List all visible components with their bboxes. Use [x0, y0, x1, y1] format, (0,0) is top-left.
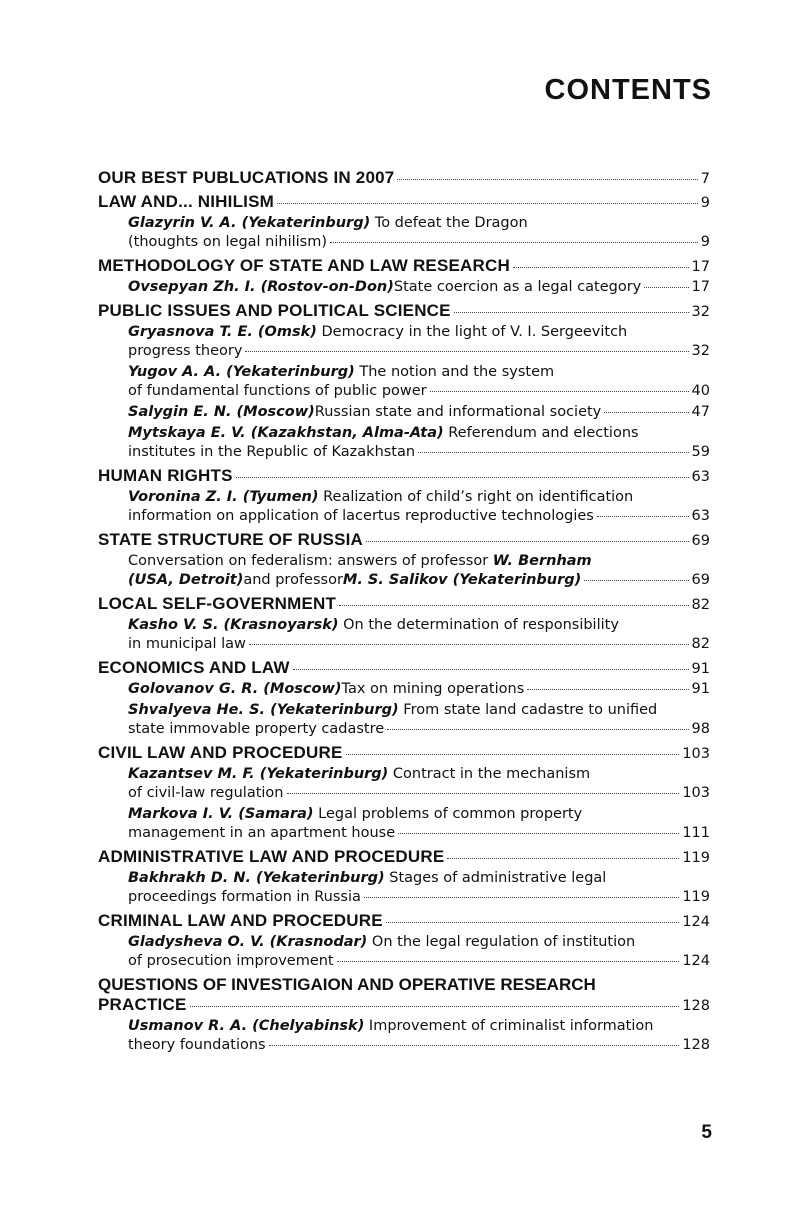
- entry-title-cont: progress theory: [128, 343, 243, 359]
- entry-title: Realization of child’s right on identification: [318, 489, 634, 505]
- entry-title-cont: (thoughts on legal nihilism): [128, 234, 328, 250]
- dot-leader: [387, 729, 688, 730]
- entry-title-cont: state immovable property cadastre: [128, 721, 385, 737]
- entry-author: Shvalyeva He. S. (Yekaterinburg): [128, 702, 399, 718]
- entry-title-cont: proceedings formation in Russia: [128, 889, 361, 905]
- entry-author: Ovsepyan Zh. I. (Rostov-on-Don): [128, 279, 394, 295]
- toc-entry[interactable]: [128, 933, 710, 971]
- entry-title: Democracy in the light of V. I. Sergeevitch: [316, 324, 628, 340]
- toc-section-local-self-government[interactable]: [98, 594, 710, 614]
- entry-title-cont: institutes in the Republic of Kazakhstan: [128, 444, 416, 460]
- dot-leader: [454, 312, 689, 313]
- dot-leader: [364, 897, 679, 898]
- dot-leader: [346, 754, 680, 755]
- dot-leader: [236, 477, 689, 478]
- dot-leader: [430, 391, 689, 392]
- section-page: 91: [691, 661, 710, 677]
- dot-leader: [269, 1045, 680, 1046]
- entry-author-place: (USA, Detroit): [128, 572, 244, 588]
- toc-section-administrative-law[interactable]: [98, 847, 710, 867]
- entry-author: Glazyrin V. A. (Yekaterinburg): [128, 215, 371, 231]
- toc-section-methodology[interactable]: [98, 256, 710, 276]
- toc-entry[interactable]: [128, 805, 710, 843]
- dot-leader: [339, 605, 688, 606]
- toc-entry[interactable]: [128, 403, 710, 422]
- section-page: 7: [700, 171, 710, 187]
- entry-author: Kasho V. S. (Krasnoyarsk): [128, 617, 339, 633]
- toc-entry[interactable]: [128, 680, 710, 699]
- section-page: 82: [691, 597, 710, 613]
- entry-title: Improvement of criminalist information: [364, 1018, 654, 1034]
- toc-section-civil-law[interactable]: [98, 743, 710, 763]
- entry-title-cont: information on application of lacertus reproductive technologies: [128, 508, 594, 524]
- dot-leader: [513, 267, 689, 268]
- entry-title: Conversation on federalism: answers of professor: [128, 553, 493, 569]
- dot-leader: [190, 1006, 680, 1007]
- dot-leader: [293, 669, 689, 670]
- toc-entry[interactable]: [128, 424, 710, 462]
- table-of-contents: [98, 164, 710, 1055]
- entry-title: From state land cadastre to unified: [398, 702, 658, 718]
- toc-section-investigation-title[interactable]: [98, 975, 710, 995]
- entry-page: 119: [682, 889, 710, 905]
- entry-page: 17: [691, 279, 710, 295]
- section-title-cont: PRACTICE: [98, 995, 187, 1014]
- toc-section-criminal-law[interactable]: [98, 911, 710, 931]
- entry-title-cont: of prosecution improvement: [128, 953, 334, 969]
- entry-page: 59: [691, 444, 710, 460]
- toc-section-human-rights[interactable]: [98, 466, 710, 486]
- section-title: HUMAN RIGHTS: [98, 466, 233, 485]
- dot-leader: [597, 516, 689, 517]
- toc-entry[interactable]: [128, 616, 710, 654]
- entry-page: 40: [691, 383, 710, 399]
- entry-author-2: M. S. Salikov (Yekaterinburg): [342, 572, 582, 588]
- entry-title: On the determination of responsibility: [338, 617, 619, 633]
- section-title: PUBLIC ISSUES AND POLITICAL SCIENCE: [98, 301, 451, 320]
- entry-page: 98: [691, 721, 710, 737]
- toc-section-best-publications[interactable]: [98, 168, 710, 188]
- section-page: 69: [691, 533, 710, 549]
- toc-entry[interactable]: [128, 488, 710, 526]
- dot-leader: [330, 242, 698, 243]
- entry-author: Golovanov G. R. (Moscow): [128, 681, 342, 697]
- entry-author: Kazantsev M. F. (Yekaterinburg): [128, 766, 389, 782]
- toc-section-investigation[interactable]: [98, 995, 710, 1015]
- entry-page: 63: [691, 508, 710, 524]
- section-title: METHODOLOGY OF STATE AND LAW RESEARCH: [98, 256, 510, 275]
- section-title: QUESTIONS OF INVESTIGAION AND OPERATIVE RESEARCH: [98, 975, 596, 994]
- section-title: STATE STRUCTURE OF RUSSIA: [98, 530, 364, 549]
- page-number: 5: [701, 1122, 712, 1143]
- toc-section-law-and-nihilism[interactable]: [98, 192, 710, 212]
- section-page: 32: [691, 304, 710, 320]
- entry-page: 69: [691, 572, 710, 588]
- dot-leader: [245, 351, 688, 352]
- dot-leader: [337, 961, 680, 962]
- section-page: 103: [682, 746, 710, 762]
- entry-title: Tax on mining operations: [341, 681, 525, 697]
- toc-entry[interactable]: [128, 278, 710, 297]
- entry-page: 128: [682, 1037, 710, 1053]
- entry-title-cont: theory foundations: [128, 1037, 266, 1053]
- toc-section-public-issues[interactable]: [98, 301, 710, 321]
- section-title: OUR BEST PUBLUCATIONS IN 2007: [98, 168, 395, 187]
- dot-leader: [527, 689, 688, 690]
- entry-author: Mytskaya E. V. (Kazakhstan, Alma-Ata): [128, 425, 444, 441]
- toc-entry[interactable]: [128, 323, 710, 361]
- entry-author: Bakhrakh D. N. (Yekaterinburg): [128, 870, 385, 886]
- section-title: ADMINISTRATIVE LAW AND PROCEDURE: [98, 847, 445, 866]
- section-title: CRIMINAL LAW AND PROCEDURE: [98, 911, 383, 930]
- dot-leader: [386, 922, 680, 923]
- entry-author: W. Bernham: [492, 553, 592, 569]
- entry-author: Gryasnova T. E. (Omsk): [128, 324, 317, 340]
- entry-page: 32: [691, 343, 710, 359]
- entry-title: State coercion as a legal category: [393, 279, 642, 295]
- entry-author: Yugov A. A. (Yekaterinburg): [128, 364, 355, 380]
- toc-section-economics[interactable]: [98, 658, 710, 678]
- section-page: 124: [682, 914, 710, 930]
- entry-title-cont: of civil-law regulation: [128, 785, 284, 801]
- section-title: LAW AND... NIHILISM: [98, 192, 274, 211]
- entry-page: 82: [691, 636, 710, 652]
- entry-title: Contract in the mechanism: [388, 766, 591, 782]
- dot-leader: [398, 833, 679, 834]
- entry-page: 111: [682, 825, 710, 841]
- entry-author: Salygin E. N. (Moscow): [128, 404, 315, 420]
- dot-leader: [249, 644, 689, 645]
- dot-leader: [447, 858, 679, 859]
- section-page: 63: [691, 469, 710, 485]
- entry-page: 103: [682, 785, 710, 801]
- entry-author: Gladysheva O. V. (Krasnodar): [128, 934, 368, 950]
- section-page: 17: [691, 259, 710, 275]
- section-page: 119: [682, 850, 710, 866]
- toc-entry[interactable]: [128, 363, 710, 401]
- entry-title: Referendum and elections: [443, 425, 639, 441]
- page-title: CONTENTS: [544, 74, 712, 106]
- toc-entry[interactable]: [128, 869, 710, 907]
- section-title: CIVIL LAW AND PROCEDURE: [98, 743, 343, 762]
- entry-author: Markova I. V. (Samara): [128, 806, 314, 822]
- dot-leader: [366, 541, 689, 542]
- entry-title-cont: management in an apartment house: [128, 825, 396, 841]
- entry-page: 47: [691, 404, 710, 420]
- entry-title-cont: of fundamental functions of public power: [128, 383, 427, 399]
- section-page: 128: [682, 998, 710, 1014]
- entry-title-cont: and professor: [243, 572, 343, 588]
- entry-page: 91: [691, 681, 710, 697]
- section-page: 9: [700, 195, 710, 211]
- toc-entry[interactable]: [128, 1017, 710, 1055]
- entry-title: On the legal regulation of institution: [367, 934, 636, 950]
- entry-author: Usmanov R. A. (Chelyabinsk): [128, 1018, 365, 1034]
- entry-title: Legal problems of common property: [313, 806, 583, 822]
- dot-leader: [644, 287, 688, 288]
- entry-title: To defeat the Dragon: [370, 215, 528, 231]
- entry-author: Voronina Z. I. (Tyumen): [128, 489, 319, 505]
- dot-leader: [277, 203, 698, 204]
- toc-entry-conversation[interactable]: [128, 552, 710, 590]
- dot-leader: [397, 179, 697, 180]
- dot-leader: [418, 452, 688, 453]
- entry-title: The notion and the system: [354, 364, 555, 380]
- dot-leader: [584, 580, 688, 581]
- dot-leader: [287, 793, 680, 794]
- toc-entry[interactable]: [128, 214, 710, 252]
- toc-entry[interactable]: [128, 765, 710, 803]
- toc-entry[interactable]: [128, 701, 710, 739]
- entry-title: Russian state and informational society: [314, 404, 602, 420]
- entry-title: Stages of administrative legal: [384, 870, 607, 886]
- dot-leader: [604, 412, 688, 413]
- entry-page: 124: [682, 953, 710, 969]
- section-title: LOCAL SELF-GOVERNMENT: [98, 594, 337, 613]
- entry-page: 9: [700, 234, 710, 250]
- entry-title-cont: in municipal law: [128, 636, 246, 652]
- toc-section-state-structure[interactable]: [98, 530, 710, 550]
- section-title: ECONOMICS AND LAW: [98, 658, 290, 677]
